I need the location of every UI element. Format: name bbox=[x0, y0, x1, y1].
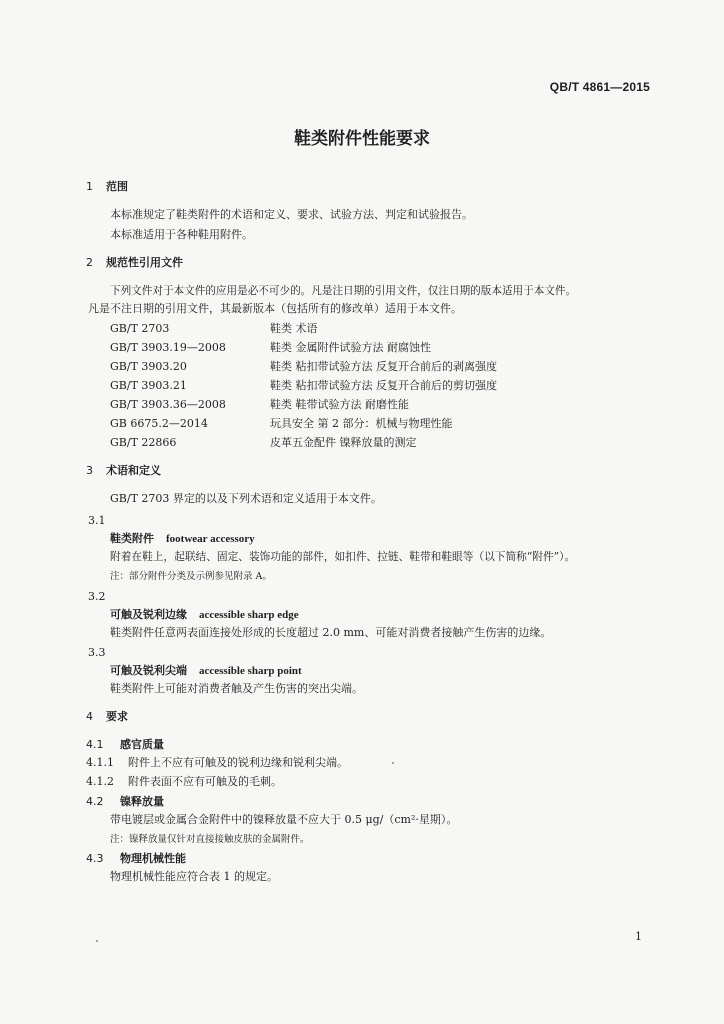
term-3-1-note: 注：部分附件分类及示例参见附录 A。 bbox=[110, 571, 272, 582]
reference-code: GB/T 3903.36—2008 bbox=[110, 398, 226, 411]
clause-number: 4.1.1 bbox=[86, 756, 114, 769]
clause-4-2-note: 注：镍释放量仅针对直接接触皮肤的金属附件。 bbox=[110, 834, 310, 845]
reference-title: 鞋类 鞋带试验方法 耐磨性能 bbox=[270, 398, 409, 411]
term-en: footwear accessory bbox=[166, 533, 255, 545]
section-title: 术语和定义 bbox=[106, 464, 161, 477]
term-zh: 鞋类附件 bbox=[110, 532, 154, 545]
reference-item bbox=[110, 436, 417, 450]
reference-item bbox=[110, 322, 318, 336]
scan-speck bbox=[96, 940, 98, 942]
term-zh: 可触及锐利尖端 bbox=[110, 664, 187, 677]
reference-code: GB/T 3903.19—2008 bbox=[110, 341, 226, 354]
section-number: 2 bbox=[86, 256, 93, 269]
reference-code: GB 6675.2—2014 bbox=[110, 417, 208, 430]
clause-number: 4.1 bbox=[86, 738, 104, 751]
section-2-paragraph-line-2: 凡是不注日期的引用文件，其最新版本（包括所有的修改单）适用于本文件。 bbox=[88, 302, 462, 315]
section-title: 范围 bbox=[106, 180, 128, 193]
reference-title: 鞋类 粘扣带试验方法 反复开合前后的剪切强度 bbox=[270, 379, 497, 392]
term-zh: 可触及锐利边缘 bbox=[110, 608, 187, 621]
reference-item bbox=[110, 379, 497, 393]
clause-4-1-2 bbox=[86, 775, 282, 789]
term-3-3-definition: 鞋类附件上可能对消费者触及产生伤害的突出尖端。 bbox=[110, 682, 363, 695]
section-3-paragraph: GB/T 2703 界定的以及下列术语和定义适用于本文件。 bbox=[110, 492, 382, 505]
term-en: accessible sharp point bbox=[199, 665, 302, 677]
clause-4-3-heading bbox=[86, 852, 186, 866]
reference-code: GB/T 3903.21 bbox=[110, 379, 187, 392]
clause-title: 镍释放量 bbox=[120, 795, 164, 808]
term-3-1-number: 3.1 bbox=[88, 514, 106, 527]
section-1-heading bbox=[86, 180, 128, 194]
scan-speck bbox=[392, 762, 394, 764]
clause-4-1-heading bbox=[86, 738, 164, 752]
section-1-paragraph-1: 本标准规定了鞋类附件的术语和定义、要求、试验方法、判定和试验报告。 bbox=[110, 208, 473, 221]
reference-title: 鞋类 金属附件试验方法 耐腐蚀性 bbox=[270, 341, 431, 354]
reference-item bbox=[110, 417, 453, 431]
clause-4-2-text: 带电镀层或金属合金附件中的镍释放量不应大于 0.5 μg/（cm²·星期）。 bbox=[110, 813, 458, 826]
section-2-heading bbox=[86, 256, 183, 270]
reference-code: GB/T 3903.20 bbox=[110, 360, 187, 373]
reference-item bbox=[110, 360, 497, 374]
clause-text: 附件上不应有可触及的锐利边缘和锐利尖端。 bbox=[128, 756, 348, 769]
page-number: 1 bbox=[635, 930, 642, 943]
term-3-3-number: 3.3 bbox=[88, 646, 106, 659]
reference-title: 玩具安全 第 2 部分：机械与物理性能 bbox=[270, 417, 453, 430]
section-title: 规范性引用文件 bbox=[106, 256, 183, 269]
clause-4-1-1 bbox=[86, 756, 348, 770]
section-number: 3 bbox=[86, 464, 93, 477]
clause-title: 感官质量 bbox=[120, 738, 164, 751]
term-3-1-label bbox=[110, 532, 255, 546]
clause-4-2-heading bbox=[86, 795, 164, 809]
section-2-paragraph-line-1: 下列文件对于本文件的应用是必不可少的。凡是注日期的引用文件，仅注日期的版本适用于本文件。 bbox=[110, 285, 577, 297]
reference-code: GB/T 22866 bbox=[110, 436, 177, 449]
section-number: 1 bbox=[86, 180, 93, 193]
reference-title: 鞋类 术语 bbox=[270, 322, 318, 335]
clause-title: 物理机械性能 bbox=[120, 852, 186, 865]
term-3-2-label bbox=[110, 608, 299, 622]
standard-code: QB/T 4861—2015 bbox=[549, 80, 650, 94]
document-title: 鞋类附件性能要求 bbox=[294, 129, 430, 149]
clause-4-3-text: 物理机械性能应符合表 1 的规定。 bbox=[110, 870, 278, 883]
term-3-2-definition: 鞋类附件任意两表面连接处形成的长度超过 2.0 mm、可能对消费者接触产生伤害的边缘。 bbox=[110, 626, 552, 639]
section-number: 4 bbox=[86, 710, 93, 723]
reference-code: GB/T 2703 bbox=[110, 322, 170, 335]
section-title: 要求 bbox=[106, 710, 128, 723]
clause-number: 4.2 bbox=[86, 795, 104, 808]
reference-title: 鞋类 粘扣带试验方法 反复开合前后的剥离强度 bbox=[270, 360, 497, 373]
clause-number: 4.3 bbox=[86, 852, 104, 865]
clause-text: 附件表面不应有可触及的毛刺。 bbox=[128, 775, 282, 788]
reference-item bbox=[110, 398, 409, 412]
term-3-2-number: 3.2 bbox=[88, 590, 106, 603]
clause-number: 4.1.2 bbox=[86, 775, 114, 788]
section-3-heading bbox=[86, 464, 161, 478]
section-4-heading bbox=[86, 710, 128, 724]
reference-title: 皮革五金配件 镍释放量的测定 bbox=[270, 436, 417, 449]
section-1-paragraph-2: 本标准适用于各种鞋用附件。 bbox=[110, 228, 253, 241]
term-en: accessible sharp edge bbox=[199, 609, 299, 621]
term-3-3-label bbox=[110, 664, 302, 678]
reference-item bbox=[110, 341, 431, 355]
term-3-1-definition: 附着在鞋上，起联结、固定、装饰功能的部件，如扣件、拉链、鞋带和鞋眼等（以下简称“附件”）。 bbox=[110, 550, 576, 563]
